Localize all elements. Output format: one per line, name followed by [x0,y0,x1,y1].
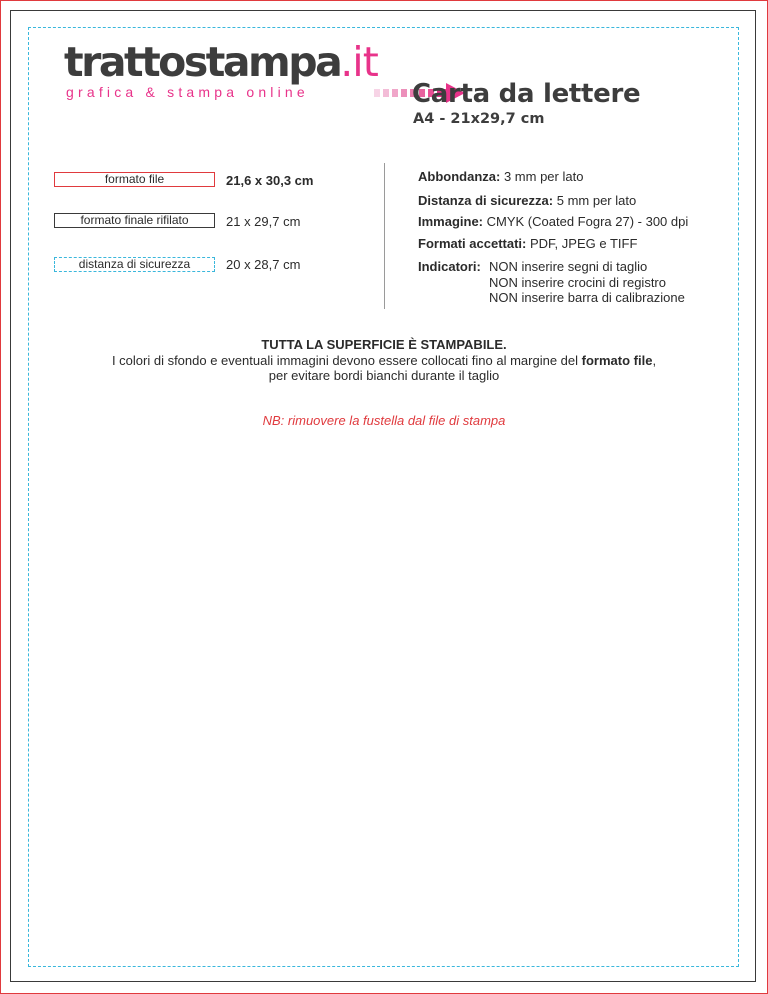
logo-wordmark [64,38,378,86]
spec-abbondanza-label: Abbondanza: [418,169,501,184]
indicatore-item: NON inserire segni di taglio [489,259,648,274]
logo [64,38,404,108]
legend-formato-file-label: formato file [54,172,215,187]
notice-line-1-end: , [652,352,657,368]
logo-tld: .it [340,38,378,86]
legend-distanza-sicurezza-value: 20 x 28,7 cm [226,257,301,272]
notice-heading: TUTTA LA SUPERFICIE È STAMPABILE. [261,337,507,352]
indicatori-list [489,259,685,306]
spec-formati-value: PDF, JPEG e TIFF [530,236,638,251]
spec-formati-label: Formati accettati: [418,236,527,251]
legend-formato-rifilato-label: formato finale rifilato [54,213,215,228]
spec-indicatori [418,259,481,274]
page-title: Carta da lettere [412,79,641,109]
nb-note: NB: rimuovere la fustella dal file di stampa [262,413,506,428]
spec-indicatori-label: Indicatori: [418,259,481,274]
notice-line-1 [0,353,768,369]
printable-notice [0,337,768,384]
logo-tagline: grafica & stampa online [66,84,309,100]
legend-formato-file-value: 21,6 x 30,3 cm [226,173,314,188]
legend-distanza-sicurezza-label: distanza di sicurezza [54,257,215,272]
logo-name: trattostampa [64,38,341,86]
indicatore-item: NON inserire barra di calibrazione [489,290,685,305]
indicatore-item: NON inserire crocini di registro [489,274,666,290]
legend-formato-rifilato-value: 21 x 29,7 cm [226,214,301,229]
notice-line-1-text: I colori di sfondo e eventuali immagini devono essere collocati fino al margine del [111,352,582,368]
spec-abbondanza-value: 3 mm per lato [503,169,584,184]
page-subtitle: A4 - 21x29,7 cm [413,111,545,127]
spec-immagine [418,214,688,229]
spec-formati [418,236,637,251]
spec-sicurezza-value: 5 mm per lato [556,193,637,208]
spec-sicurezza-label: Distanza di sicurezza: [418,193,554,208]
spec-sicurezza [418,193,636,208]
spec-immagine-label: Immagine: [418,214,484,229]
spec-immagine-value: CMYK (Coated Fogra 27) - 300 dpi [486,214,689,229]
spec-abbondanza [418,169,583,184]
column-divider [384,163,385,309]
notice-formato-file: formato file [581,352,653,368]
notice-line-2: per evitare bordi bianchi durante il taglio [268,368,500,383]
